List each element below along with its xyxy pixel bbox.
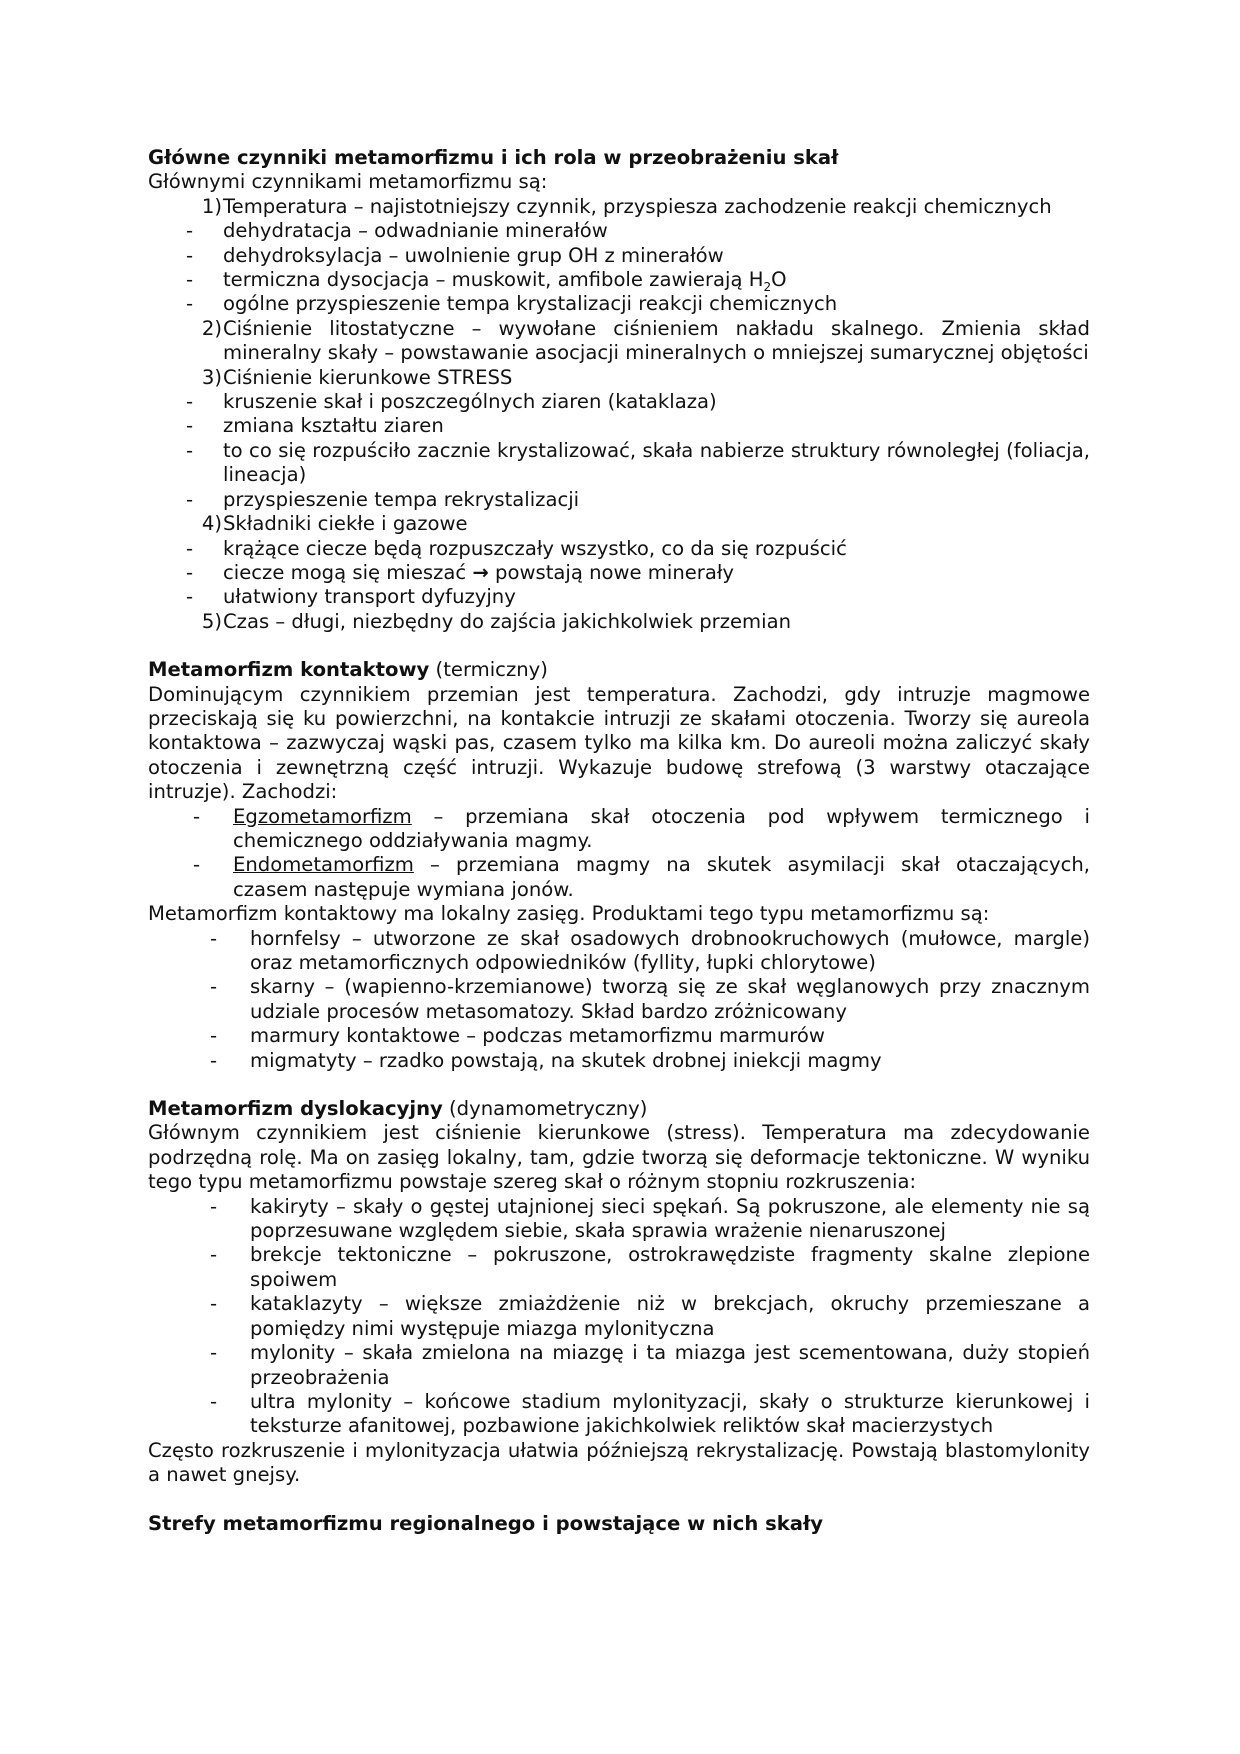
dash-bullet: - [193,804,201,828]
section-title-regional: Strefy metamorfizmu regionalnego i powstające w nich skały [148,1511,824,1535]
list-item-text: termiczna dysocjacja – muskowit, amfibole zawierają H [223,268,764,292]
list-item-text: krążące ciecze będą rozpuszczały wszystko, co da się rozpuścić [223,536,847,560]
list-item-text: dehydratacja – odwadnianie minerałów [223,219,608,243]
dash-bullet: - [210,1048,218,1072]
list-item-text: migmatyty – rzadko powstają, na skutek drobnej iniekcji magmy [250,1048,882,1072]
list-item [148,1243,1090,1292]
list-item-text: przyspieszenie tempa rekrystalizacji [223,487,580,511]
heading-bold: Metamorfizm kontaktowy [148,658,430,682]
dash-bullet: - [210,1243,218,1267]
list-item [148,975,1090,1024]
list-item [148,1049,1090,1073]
list-item-text: zmiana kształtu ziaren [223,414,444,438]
dash-bullet: - [210,975,218,999]
list-item-text: mylonity – skała zmielona na miazgę i ta miazga jest scementowana, duży stopień przeobrażenia [250,1341,1090,1389]
paragraph: Głównym czynnikiem jest ciśnienie kierunkowe (stress). Temperatura ma zdecydowanie podrzędną rolę. Ma on zasięg lokalny, tam, gdzie tworzą się deformacje tektoniczne. W wyniku tego typu metamorfizmu powstaje szereg skał o różnym stopniu rozkruszenia: [148,1121,1090,1194]
list-item-text: ułatwiony transport dyfuzyjny [223,585,516,609]
list-item-text-tail: powstają nowe minerały [488,560,735,584]
list-item-text: – przemiana magmy na skutek asymilacji skał otaczających, czasem następuje wymiana jonów. [233,853,1090,901]
list-item-text: ogólne przyspieszenie tempa krystalizacji reakcji chemicznych [223,292,838,316]
heading-note: (termiczny) [429,658,548,682]
list-item [148,268,1090,292]
list-item [148,537,1090,561]
list-item-text: Czas – długi, niezbędny do zajścia jakichkolwiek przemian [223,609,792,633]
section-title-contact [148,658,1090,682]
paragraph: Metamorfizm kontaktowy ma lokalny zasięg. Produktami tego typu metamorfizmu są: [148,902,990,926]
list-number: 5) [201,609,222,633]
dash-bullet: - [210,1341,218,1365]
dash-bullet: - [210,926,218,950]
section-title-dislocation [148,1097,1090,1121]
list-number: 2) [201,316,222,340]
list-item-text: skarny – (wapienno-krzemianowe) tworzą się ze skał węglanowych przy znacznym udziale procesów metasomatozy. Skład bardzo zróżnicowany [250,975,1090,1023]
list-item [148,610,1090,634]
list-item [148,1390,1090,1439]
document-page [148,146,1090,1536]
list-item [148,585,1090,609]
list-item-text: – przemiana skał otoczenia pod wpływem termicznego i chemicznego oddziaływania magmy. [233,804,1090,852]
list-item-text-tail: O [771,268,787,292]
term: Egzometamorfizm [233,804,412,828]
list-item [148,414,1090,438]
list-item [148,244,1090,268]
list-item-text: ciecze mogą się mieszać [223,560,473,584]
section-title-main-factors: Główne czynniki metamorfizmu i ich rola w przeobrażeniu skał [148,146,839,169]
term: Endometamorfizm [233,853,414,877]
list-item-text: Składniki ciekłe i gazowe [223,512,468,536]
dash-bullet: - [210,1292,218,1316]
list-item [148,1195,1090,1244]
list-item [148,390,1090,414]
dash-bullet: - [186,268,194,292]
arrow-icon: → [472,560,489,584]
list-item-text: dehydroksylacja – uwolnienie grup OH z minerałów [223,243,724,267]
list-item [148,1024,1090,1048]
list-item [148,292,1090,316]
dash-bullet: - [186,487,194,511]
subscript: 2 [763,279,772,294]
list-item-text: marmury kontaktowe – podczas metamorfizmu marmurów [250,1024,825,1048]
list-item [148,512,1090,536]
list-item [148,317,1090,366]
paragraph: Często rozkruszenie i mylonityzacja ułatwia późniejszą rekrystalizację. Powstają blastomylonity a nawet gnejsy. [148,1438,1090,1487]
dash-bullet: - [210,1389,218,1413]
dash-bullet: - [186,585,194,609]
paragraph: Dominującym czynnikiem przemian jest temperatura. Zachodzi, gdy intruzje magmowe przeciskają się ku powierzchni, na kontakcie intruzji ze skałami otoczenia. Tworzy się aureola kontaktowa – zazwyczaj wąski pas, czasem tylko ma kilka km. Do aureoli można zaliczyć skały otoczenia i zewnętrzną część intruzji. Wykazuje budowę strefową (3 warstwy otaczające intruzje). Zachodzi: [148,682,1090,804]
list-item-text: Temperatura – najistotniejszy czynnik, przyspiesza zachodzenie reakcji chemicznych [223,194,1052,218]
dash-bullet: - [210,1024,218,1048]
list-item-text: kruszenie skał i poszczególnych ziaren (kataklaza) [223,390,717,414]
list-item [148,1341,1090,1390]
list-item-text: kakiryty – skały o gęstej utajnionej sieci spękań. Są pokruszone, ale elementy nie są poprzesuwane względem siebie, skała sprawia wrażenie nienaruszonej [250,1194,1090,1243]
dash-bullet: - [186,560,194,584]
list-item [148,488,1090,512]
list-item [148,439,1090,488]
list-item [148,366,1090,390]
list-item-text: ultra mylonity – końcowe stadium mylonityzacji, skały o strukturze kierunkowej i teksturze afanitowej, pozbawione jakichkolwiek reliktów skał macierzystych [250,1389,1090,1438]
dash-bullet: - [193,853,201,877]
list-item-text: Ciśnienie kierunkowe STRESS [223,365,513,389]
list-item [148,219,1090,243]
list-item-text: to co się rozpuściło zacznie krystalizować, skała nabierze struktury równoległej (foliacja, lineacja) [223,438,1090,487]
dash-bullet: - [186,536,194,560]
dash-bullet: - [186,292,194,316]
list-number: 3) [201,365,222,389]
list-item-text: Ciśnienie litostatyczne – wywołane ciśnieniem nakładu skalnego. Zmienia skład mineralny skały – powstawanie asocjacji mineralnych o mniejszej sumarycznej objętości [223,316,1090,365]
list-item [148,805,1090,854]
dash-bullet: - [210,1194,218,1218]
list-item [148,1292,1090,1341]
list-item-text: hornfelsy – utworzone ze skał osadowych drobnookruchowych (mułowce, margle) oraz metamorficznych odpowiedników (fyllity, łupki chlorytowe) [250,926,1090,974]
heading-bold: Metamorfizm dyslokacyjny [148,1097,443,1121]
list-item [148,927,1090,976]
list-item [148,853,1090,902]
intro-text: Głównymi czynnikami metamorfizmu są: [148,170,548,194]
heading-note: (dynamometryczny) [442,1097,648,1121]
list-item [148,195,1090,219]
list-item-text: brekcje tektoniczne – pokruszone, ostrokrawędziste fragmenty skalne zlepione spoiwem [250,1243,1090,1291]
dash-bullet: - [186,243,194,267]
dash-bullet: - [186,219,194,243]
dash-bullet: - [186,390,194,414]
list-number: 1) [201,194,222,218]
list-number: 4) [201,512,222,536]
dash-bullet: - [186,438,194,462]
list-item [148,561,1090,585]
list-item-text: kataklazyty – większe zmiażdżenie niż w brekcjach, okruchy przemieszane a pomiędzy nimi występuje miazga mylonityczna [250,1292,1090,1340]
dash-bullet: - [186,414,194,438]
